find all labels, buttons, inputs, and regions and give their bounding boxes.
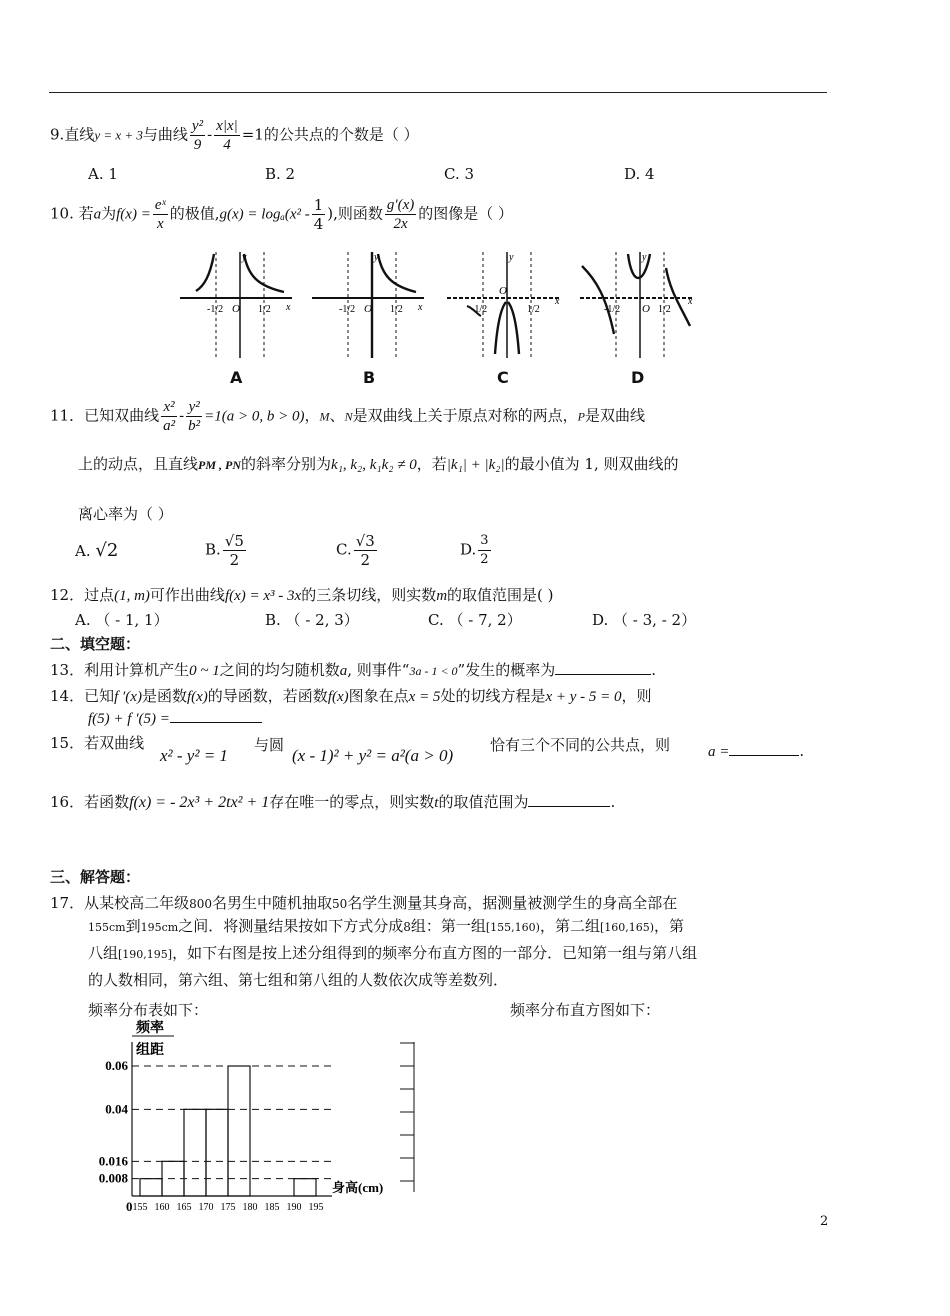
q11-eq: =1(a > 0, b > 0)	[204, 408, 305, 425]
q12-point: (1, m)	[114, 588, 150, 604]
x-tick-label: 180	[242, 1202, 258, 1213]
q11-opt-d-label: D.	[460, 540, 477, 559]
q9-minus: -	[207, 125, 213, 144]
q14-t4: 处的切线方程是	[440, 687, 546, 705]
q11-opt-c-label: C.	[336, 540, 352, 559]
q12-m: m	[436, 588, 448, 604]
q12-option-b: B. （ - 2, 3）	[265, 611, 359, 629]
question-15	[50, 732, 144, 753]
y-axis-label: y	[509, 252, 514, 263]
y-tick-label: 0.06	[105, 1058, 128, 1073]
question-9	[50, 117, 419, 154]
q11-line-3: 离心率为（ ）	[78, 505, 173, 523]
q15-end: .	[799, 742, 805, 760]
q9-option-d: D. 4	[624, 165, 655, 183]
q13-end: .	[651, 661, 656, 679]
q14-f: f(x)	[186, 689, 208, 705]
q15-t1: 与圆	[254, 736, 285, 754]
x-axis-label: x	[555, 296, 560, 307]
q10-graph-c	[445, 246, 565, 388]
q14-tangent: x + y - 5 = 0	[545, 689, 622, 705]
histogram-ylabel-den: 组距	[136, 1043, 164, 1058]
question-16	[50, 791, 615, 812]
q13-prefix: 13．利用计算机产生	[50, 661, 190, 679]
x-tick-label: 190	[286, 1202, 302, 1213]
q13-answer-blank[interactable]	[555, 674, 651, 675]
q9-mid: 与曲线	[142, 125, 188, 144]
histogram-caption: 频率分布直方图如下：	[510, 1001, 661, 1019]
x-axis-label: x	[286, 302, 291, 313]
q13-suffix: ”发生的概率为	[457, 661, 556, 679]
q10-t1: 为	[101, 204, 117, 223]
q12-curve: f(x) = x³ - 3x	[224, 588, 302, 604]
q12-t1: 可作出曲线	[149, 586, 225, 604]
q11-line2-d: 的最小值为 1, 则双曲线的	[504, 455, 679, 473]
q10-graph-b	[310, 246, 430, 388]
q12-t2: 的三条切线，则实数	[301, 586, 437, 604]
q13-t1: 之间的均匀随机数	[219, 661, 340, 679]
q16-prefix: 16．若函数	[50, 793, 130, 811]
q11-opt-d-frac: $\frac{3}{2}$	[480, 533, 489, 567]
x-tick-label: 160	[154, 1202, 170, 1213]
q10-label-d: D	[631, 368, 645, 387]
q12-suffix: 的取值范围是( )	[447, 586, 554, 604]
x-tick-label: 155	[132, 1202, 148, 1213]
q10-a: a	[93, 206, 102, 223]
q16-answer-blank[interactable]	[528, 806, 610, 807]
q11-option-d	[460, 532, 493, 569]
y-tick-label: 0.008	[98, 1170, 128, 1186]
q9-suffix: 的公共点的个数是（ ）	[263, 125, 419, 144]
q16-func: f(x) = - 2x³ + 2tx² + 1	[129, 794, 270, 811]
q10-label-c: C	[497, 368, 509, 387]
tick-neg-half: -1/2	[604, 304, 621, 315]
q11-line2-b: 的斜率分别为	[241, 455, 332, 473]
q16-end: .	[610, 793, 616, 811]
x-tick-label: 170	[198, 1202, 214, 1213]
origin-label: O	[499, 285, 507, 297]
q17-l2-g: ，第	[654, 917, 685, 935]
histogram-bar-1	[140, 1179, 162, 1196]
q11-option-b	[205, 532, 248, 569]
q13-t2: , 则事件“	[347, 661, 410, 679]
q10-frac-g: $\frac{1}{4}$	[313, 196, 324, 233]
q11-n: N	[344, 409, 353, 424]
section-fill-in-title: 二、填空题：	[50, 635, 141, 653]
tick-pos-half: 1/2	[258, 304, 271, 315]
q9-prefix: 9.直线	[50, 125, 95, 144]
q14-answer-blank[interactable]	[170, 722, 262, 723]
histogram-xlabel: 身高(cm)	[332, 1180, 384, 1195]
header-rule	[49, 92, 827, 93]
q17-l3-b: ，如下右图是按上述分组得到的频率分布直方图的一部分．已知第一组与第八组	[172, 944, 698, 962]
tick-neg-half: -1/2	[471, 304, 488, 315]
histogram-bar-5	[228, 1066, 250, 1196]
q11-frac-x: $\frac{\text{x²}}{\text{a²}}$	[163, 399, 176, 434]
q16-t: t	[434, 795, 439, 811]
q11-t3: 是双曲线上关于原点对称的两点，	[352, 406, 578, 425]
tick-pos-half: 1/2	[390, 304, 403, 315]
q13-range: 0 ~ 1	[189, 663, 220, 679]
q14-t5: ，则	[621, 687, 652, 705]
q9-option-a: A. 1	[88, 165, 118, 183]
q10-t2: 的极值,	[169, 204, 220, 223]
q17-g2: [160,165)	[599, 921, 655, 934]
origin-label: O	[642, 303, 650, 315]
question-17-line-2	[88, 915, 684, 936]
origin-zero-label: 0	[126, 1199, 133, 1214]
q11-prefix: 11．已知双曲线	[50, 406, 160, 425]
question-17-line-3	[88, 942, 697, 963]
q11-p: P	[577, 409, 585, 424]
section-solve-title: 三、解答题：	[50, 868, 141, 886]
q11-t1: ，	[304, 406, 320, 425]
q15-answer	[708, 742, 804, 761]
x-axis-label: x	[418, 302, 423, 313]
question-17-line-4: 的人数相同，第六组、第七组和第八组的人数依次成等差数列．	[88, 971, 509, 989]
q14-line-2	[88, 709, 262, 728]
q11-opt-a-label: A.	[75, 542, 91, 560]
q15-answer-blank[interactable]	[729, 755, 799, 756]
y-axis-label: y	[374, 252, 379, 263]
q14-t2: 的导函数，若函数	[207, 687, 328, 705]
q10-suffix: 的图像是（ ）	[418, 204, 514, 223]
question-17-line-1	[50, 892, 677, 913]
frequency-histogram	[88, 1018, 418, 1218]
q17-l3-a: 八组	[88, 944, 119, 962]
table-caption: 频率分布表如下：	[88, 1001, 209, 1019]
q11-option-c	[336, 532, 379, 569]
q10-label-b: B	[363, 368, 376, 387]
tick-pos-half: 1/2	[658, 304, 671, 315]
q9-frac-1: $\frac{\text{y²}}{9}$	[191, 118, 204, 153]
histogram-bar-3	[184, 1109, 206, 1196]
q17-g1: [155,160)	[485, 921, 540, 934]
q11-m: M	[319, 409, 330, 424]
q10-label-a: A	[230, 368, 243, 387]
q17-l1-a: 17．从某校高二年级	[50, 894, 190, 912]
q11-pmpn: PM , PN	[198, 458, 242, 472]
question-14	[50, 685, 652, 706]
q11-minus: -	[179, 406, 185, 425]
q14-line2: f(5) + f ′(5) =	[88, 711, 170, 727]
q11-option-a	[75, 540, 118, 561]
q10-graph-a	[178, 246, 298, 388]
x-axis-label: x	[688, 296, 693, 307]
q9-frac-2: $\frac{x|x|}{4}$	[216, 118, 238, 153]
x-tick-label: 175	[220, 1202, 236, 1213]
tick-neg-half: -1/2	[339, 304, 356, 315]
q16-t1: 存在唯一的零点，则实数	[269, 793, 435, 811]
q15-prefix: 15．若双曲线	[50, 734, 145, 752]
origin-label: O	[232, 303, 240, 315]
q10-prefix: 10. 若	[50, 204, 94, 223]
q17-n800: 800	[189, 897, 212, 911]
q17-l1-b: 名男生中随机抽取	[212, 894, 333, 912]
q17-l2-c: 195cm	[140, 921, 179, 934]
q14-prefix: 14．已知	[50, 687, 115, 705]
question-13	[50, 659, 656, 680]
q14-x5: x = 5	[408, 689, 441, 705]
y-tick-label: 0.04	[105, 1101, 128, 1117]
q16-suffix: 的取值范围为	[438, 793, 529, 811]
q15-hyperbola: x² - y² = 1	[160, 746, 228, 765]
y-tick-label: 0.016	[98, 1153, 128, 1169]
q11-opt-a-val: √2	[95, 540, 119, 561]
q17-l2-b: 到	[125, 917, 141, 935]
question-11	[50, 398, 645, 435]
q10-fx: f(x) =	[116, 206, 151, 223]
q14-t1: 是函数	[141, 687, 187, 705]
q10-graph-d	[578, 246, 698, 388]
q11-t2: 、	[329, 406, 345, 425]
q17-l2-a: 155cm	[88, 921, 126, 934]
q10-frac-h: $\frac{g'(x)}{2x}$	[386, 197, 415, 232]
histogram-bar-8	[294, 1179, 316, 1196]
q17-n50: 50	[332, 897, 348, 911]
q12-option-d: D. （ - 3, - 2）	[592, 611, 697, 629]
x-tick-label: 165	[176, 1202, 192, 1213]
q15-circle: (x - 1)² + y² = a²(a > 0)	[292, 746, 454, 765]
q10-frac-f: $\frac{\text{eˣ}}{x}$	[154, 197, 166, 232]
q11-opt-b-frac: $\frac{√5}{2}$	[224, 532, 244, 569]
q11-line2-a: 上的动点，且直线	[78, 455, 199, 473]
origin-label: O	[364, 303, 372, 315]
page-number: 2	[820, 1214, 829, 1229]
q11-line-2	[78, 453, 679, 474]
q14-t3: 图象在点	[348, 687, 409, 705]
q10-t3: ),则函数	[327, 204, 383, 223]
q17-l2-d: 之间．将测量结果按如下方式分成	[178, 917, 404, 935]
q11-ks: k₁, k₂, k₁k₂ ≠ 0	[331, 457, 417, 473]
q11-abs-sum: |k₁| + |k₂|	[446, 457, 505, 473]
question-10	[50, 196, 513, 233]
q12-option-c: C. （ - 7, 2）	[428, 611, 522, 629]
q13-event: 3a - 1 < 0	[409, 664, 458, 678]
q9-line-eq: y = x + 3	[94, 127, 143, 143]
q14-fp: f ′(x)	[114, 689, 142, 705]
q9-option-c: C. 3	[444, 165, 475, 183]
q15-t2: 恰有三个不同的公共点，则	[490, 736, 671, 754]
q17-l2-f: ，第二组	[539, 917, 600, 935]
q15-a-eq: a =	[708, 744, 730, 760]
x-tick-label: 195	[308, 1202, 324, 1213]
histogram-ylabel-num: 频率	[136, 1021, 164, 1036]
q17-l1-c: 名学生测量其身高，据测量被测学生的身高全部在	[347, 894, 678, 912]
q9-option-b: B. 2	[265, 165, 296, 183]
x-tick-label: 185	[264, 1202, 280, 1213]
q17-g8: [190,195]	[118, 948, 173, 961]
tick-neg-half: -1/2	[207, 304, 224, 315]
q11-opt-b-label: B.	[205, 540, 221, 559]
q11-line2-c: ，若	[416, 455, 447, 473]
q11-t4: 是双曲线	[584, 406, 645, 425]
q14-f2: f(x)	[327, 689, 349, 705]
q17-l2-e: 组：第一组	[410, 917, 486, 935]
q12-prefix: 12．过点	[50, 586, 115, 604]
q10-gx: g(x) = logₐ(x² -	[219, 206, 310, 223]
question-12	[50, 584, 554, 605]
y-axis-label: y	[642, 252, 647, 263]
q12-option-a: A. （ - 1, 1）	[75, 611, 169, 629]
q11-frac-y: $\frac{\text{y²}}{\text{b²}}$	[188, 399, 201, 434]
histogram-bar-4	[206, 1109, 228, 1196]
q11-opt-c-frac: $\frac{√3}{2}$	[355, 532, 375, 569]
q17-n8: 8	[403, 920, 411, 934]
y-axis-label: y	[242, 252, 247, 263]
q13-a: a	[339, 663, 348, 679]
q9-eq: =1	[241, 125, 264, 144]
tick-pos-half: 1/2	[527, 304, 540, 315]
